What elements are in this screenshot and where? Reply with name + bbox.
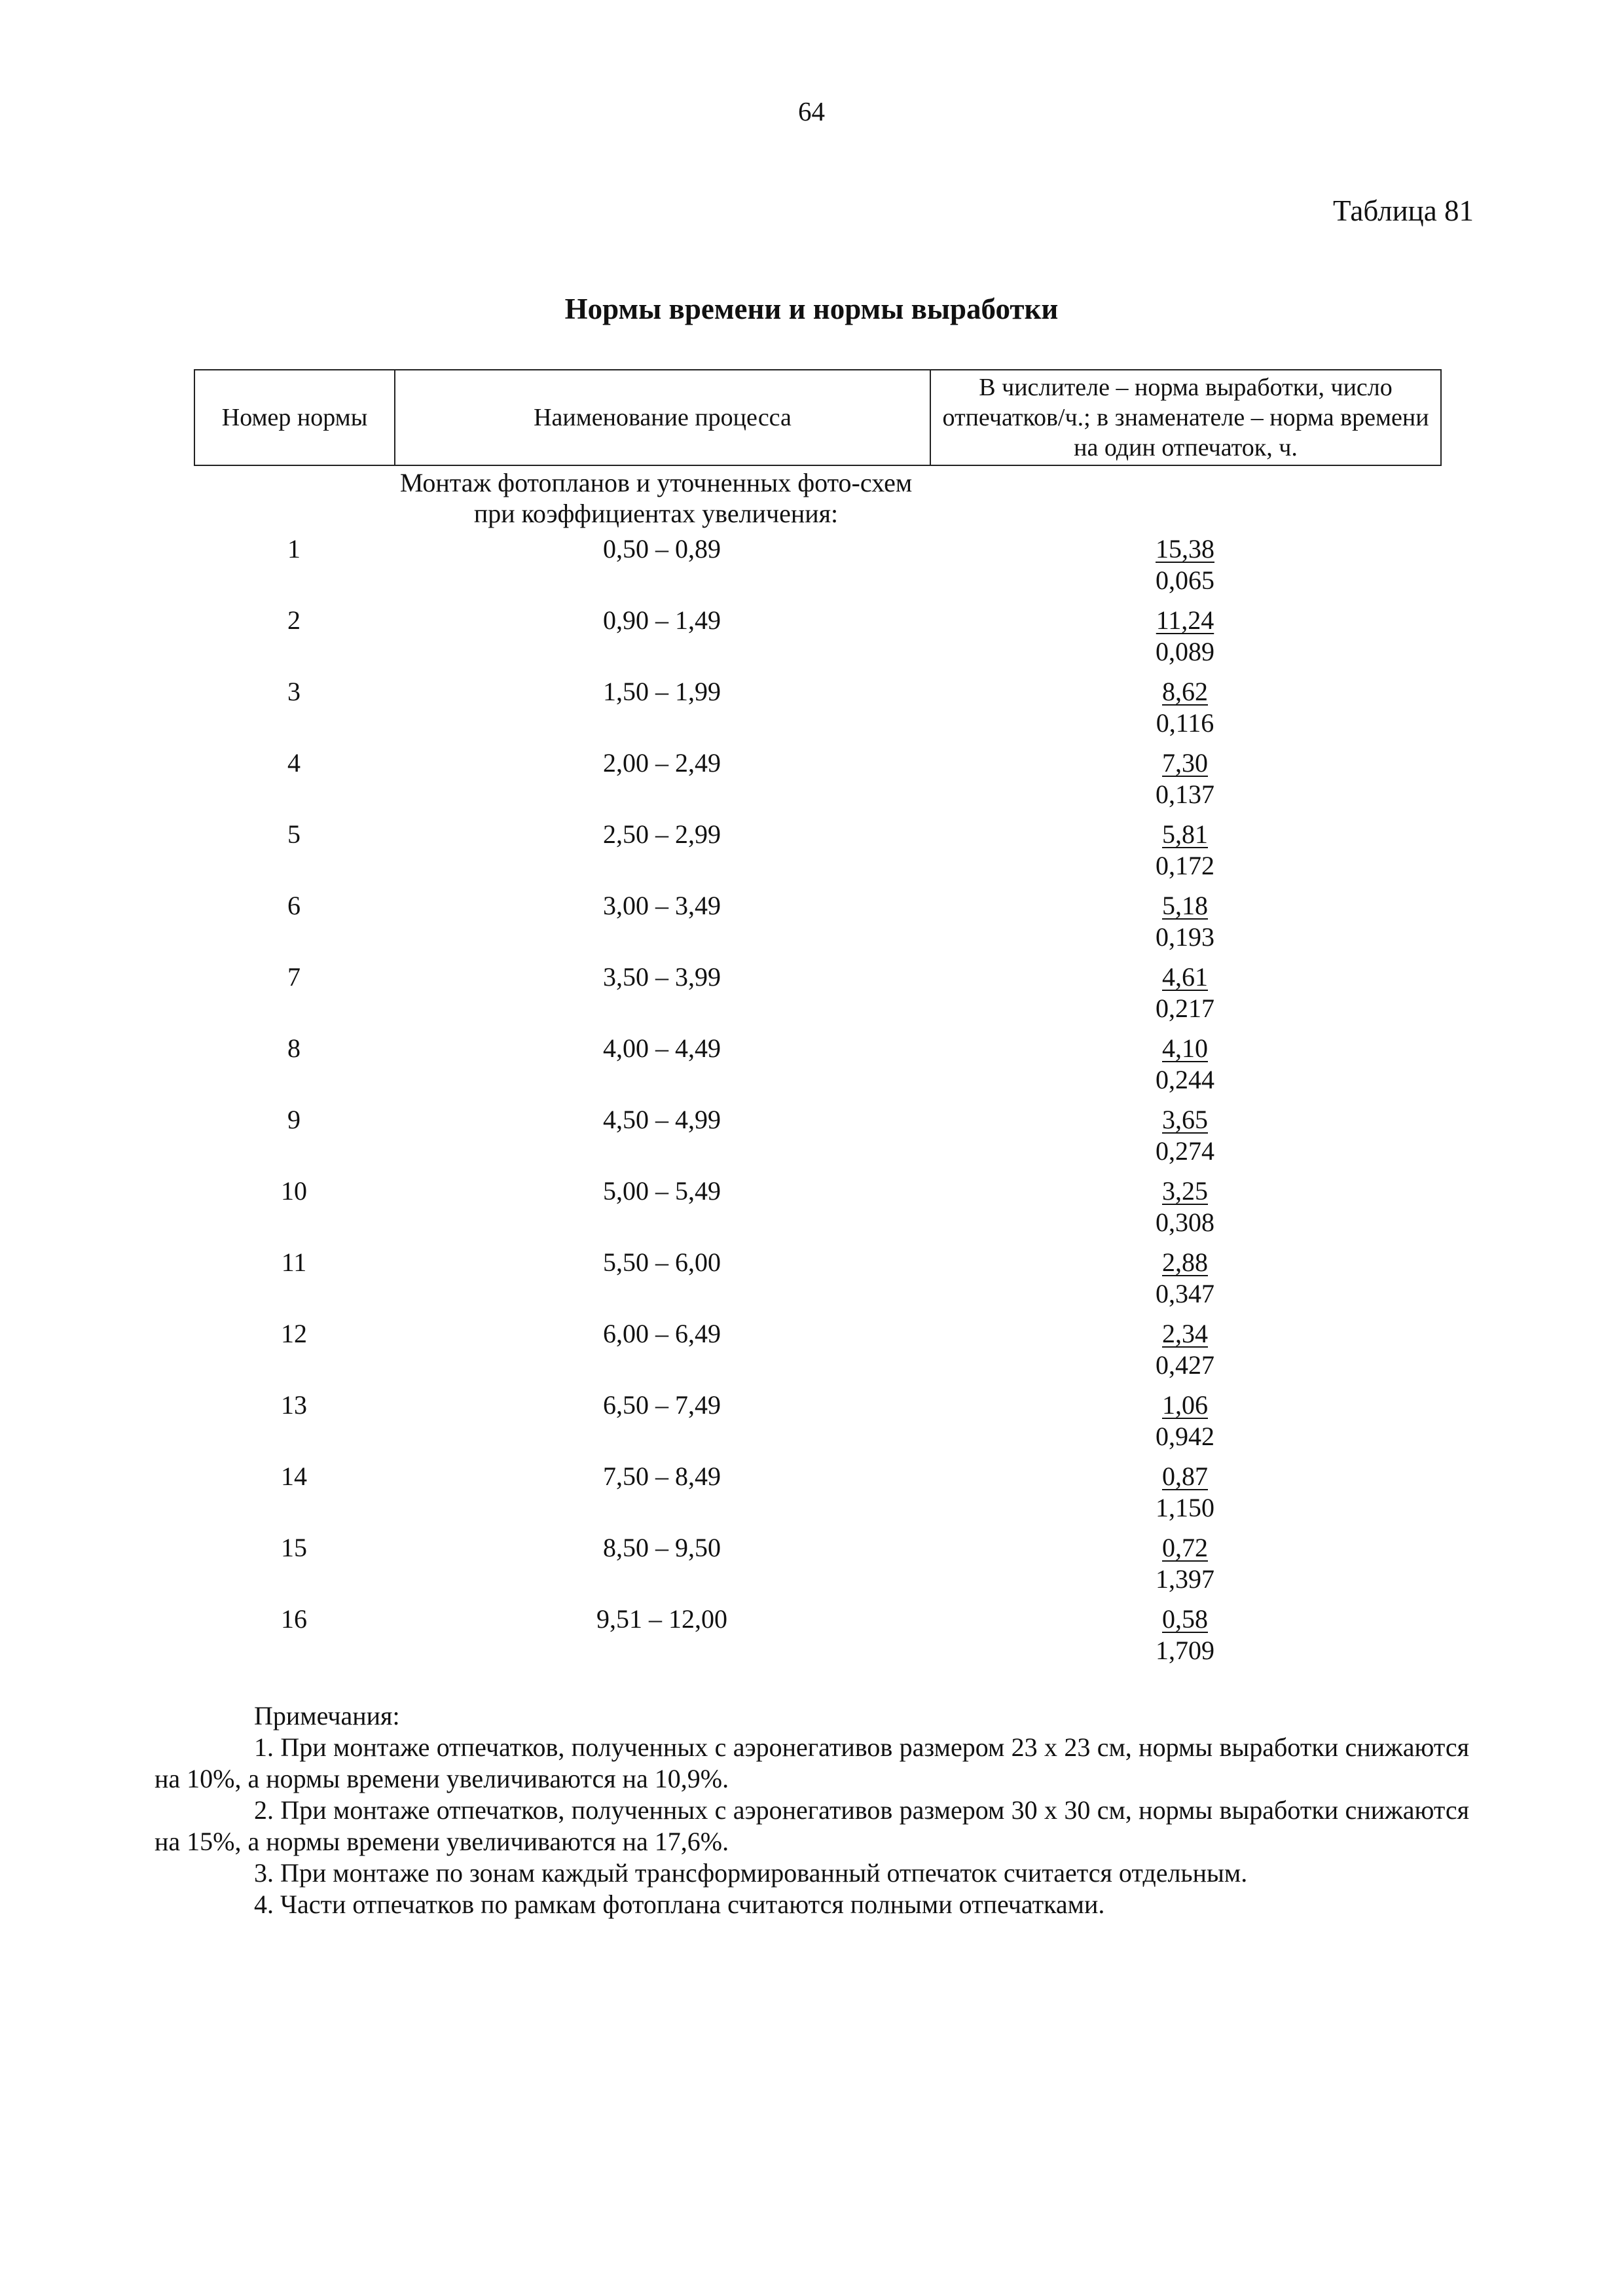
time-norm: 0,942 <box>1156 1422 1214 1451</box>
coefficient-range: 3,50 – 3,99 <box>603 962 721 992</box>
output-norm: 0,58 <box>1162 1604 1208 1634</box>
time-norm: 1,397 <box>1156 1564 1214 1594</box>
output-norm: 5,18 <box>1162 891 1208 920</box>
table-row <box>194 1318 1440 1390</box>
norm-number: 2 <box>287 605 301 635</box>
norm-number: 13 <box>281 1390 307 1420</box>
coefficient-range: 6,50 – 7,49 <box>603 1390 721 1420</box>
norm-ratio <box>930 1175 1440 1238</box>
header-norm-number: Номер нормы <box>194 370 395 465</box>
table-row <box>194 1104 1440 1175</box>
output-norm: 4,10 <box>1162 1033 1208 1063</box>
output-norm: 11,24 <box>1156 605 1214 635</box>
table-row <box>194 1461 1440 1532</box>
coefficient-range: 9,51 – 12,00 <box>596 1604 727 1634</box>
table-header <box>194 369 1442 466</box>
table-row <box>194 1175 1440 1247</box>
norm-ratio <box>930 676 1440 739</box>
note-item: 3. При монтаже по зонам каждый трансформированный отпечаток считается отдельным. <box>254 1858 1248 1888</box>
table-row <box>194 1247 1440 1318</box>
norm-number: 5 <box>287 819 301 849</box>
output-norm: 15,38 <box>1156 534 1214 564</box>
coefficient-range: 0,90 – 1,49 <box>603 605 721 635</box>
table-label: Таблица 81 <box>1333 194 1474 227</box>
time-norm: 0,116 <box>1156 708 1214 738</box>
table-row <box>194 747 1440 819</box>
norm-number: 11 <box>281 1247 307 1277</box>
output-norm: 4,61 <box>1162 962 1208 992</box>
norm-number: 1 <box>287 534 301 564</box>
norm-number: 6 <box>287 891 301 920</box>
output-norm: 3,65 <box>1162 1105 1208 1134</box>
coefficient-range: 4,00 – 4,49 <box>603 1033 721 1063</box>
section-heading: Монтаж фотопланов и уточненных фото-схем при коэффициентах увеличения: <box>399 468 913 528</box>
norm-number: 4 <box>287 748 301 778</box>
output-norm: 0,72 <box>1162 1533 1208 1562</box>
output-norm: 5,81 <box>1162 819 1208 849</box>
table-row <box>194 1604 1440 1675</box>
time-norm: 0,089 <box>1156 637 1214 666</box>
norm-ratio <box>930 533 1440 596</box>
time-norm: 1,709 <box>1156 1636 1214 1665</box>
norm-number: 7 <box>287 962 301 992</box>
norm-ratio <box>930 819 1440 882</box>
note-item: 4. Части отпечатков по рамкам фотоплана считаются полными отпечатками. <box>254 1890 1105 1919</box>
table-row <box>194 605 1440 676</box>
norm-ratio <box>930 1461 1440 1524</box>
norm-ratio <box>930 1247 1440 1310</box>
output-norm: 7,30 <box>1162 748 1208 778</box>
norm-ratio <box>930 1104 1440 1167</box>
norm-ratio <box>930 890 1440 953</box>
coefficient-range: 5,50 – 6,00 <box>603 1247 721 1277</box>
coefficient-range: 2,00 – 2,49 <box>603 748 721 778</box>
time-norm: 0,274 <box>1156 1136 1214 1166</box>
output-norm: 3,25 <box>1162 1176 1208 1206</box>
output-norm: 0,87 <box>1162 1462 1208 1491</box>
norm-ratio <box>930 1318 1440 1381</box>
output-norm: 2,88 <box>1162 1247 1208 1277</box>
norm-number: 16 <box>281 1604 307 1634</box>
table-row <box>194 1033 1440 1104</box>
table-row <box>194 676 1440 747</box>
coefficient-range: 7,50 – 8,49 <box>603 1462 721 1491</box>
table-row <box>194 961 1440 1033</box>
table-row <box>194 1390 1440 1461</box>
norm-number: 10 <box>281 1176 307 1206</box>
time-norm: 0,244 <box>1156 1065 1214 1094</box>
output-norm: 2,34 <box>1162 1319 1208 1348</box>
time-norm: 0,193 <box>1156 922 1214 952</box>
time-norm: 0,308 <box>1156 1208 1214 1237</box>
time-norm: 1,150 <box>1156 1493 1214 1522</box>
coefficient-range: 0,50 – 0,89 <box>603 534 721 564</box>
norm-number: 8 <box>287 1033 301 1063</box>
coefficient-range: 6,00 – 6,49 <box>603 1319 721 1348</box>
time-norm: 0,427 <box>1156 1350 1214 1380</box>
coefficient-range: 4,50 – 4,99 <box>603 1105 721 1134</box>
table-row <box>194 1532 1440 1604</box>
time-norm: 0,172 <box>1156 851 1214 880</box>
time-norm: 0,347 <box>1156 1279 1214 1308</box>
norm-ratio <box>930 747 1440 810</box>
coefficient-range: 3,00 – 3,49 <box>603 891 721 920</box>
header-norm-ratio: В числителе – норма выработки, число отпечатков/ч.; в знаменателе – норма времени на один отпечаток, ч. <box>930 370 1441 465</box>
table-row <box>194 890 1440 961</box>
coefficient-range: 8,50 – 9,50 <box>603 1533 721 1562</box>
output-norm: 1,06 <box>1162 1390 1208 1420</box>
norm-ratio <box>930 1532 1440 1595</box>
norm-ratio <box>930 1390 1440 1452</box>
table-body <box>194 533 1440 1675</box>
header-process-name: Наименование процесса <box>395 370 930 465</box>
norm-ratio <box>930 1033 1440 1096</box>
document-title: Нормы времени и нормы выработки <box>564 293 1059 325</box>
norm-number: 14 <box>281 1462 307 1491</box>
output-norm: 8,62 <box>1162 677 1208 706</box>
notes <box>155 1700 1469 1920</box>
time-norm: 0,137 <box>1156 780 1214 809</box>
norm-number: 15 <box>281 1533 307 1562</box>
time-norm: 0,065 <box>1156 565 1214 595</box>
note-item: 1. При монтаже отпечатков, полученных с аэронегативов размером 23 х 23 см, нормы выработки снижаются на 10%, а нормы времени увеличиваются на 10,9%. <box>155 1732 1469 1793</box>
table-row <box>194 819 1440 890</box>
norm-ratio <box>930 605 1440 668</box>
norm-number: 3 <box>287 677 301 706</box>
coefficient-range: 1,50 – 1,99 <box>603 677 721 706</box>
norm-ratio <box>930 961 1440 1024</box>
norm-number: 12 <box>281 1319 307 1348</box>
coefficient-range: 2,50 – 2,99 <box>603 819 721 849</box>
norm-ratio <box>930 1604 1440 1666</box>
page-number: 64 <box>798 96 825 126</box>
note-item: 2. При монтаже отпечатков, полученных с аэронегативов размером 30 х 30 см, нормы выработки снижаются на 15%, а нормы времени увеличиваются на 17,6%. <box>155 1795 1469 1856</box>
coefficient-range: 5,00 – 5,49 <box>603 1176 721 1206</box>
norm-number: 9 <box>287 1105 301 1134</box>
time-norm: 0,217 <box>1156 994 1214 1023</box>
notes-heading: Примечания: <box>254 1701 400 1731</box>
table-row <box>194 533 1440 605</box>
